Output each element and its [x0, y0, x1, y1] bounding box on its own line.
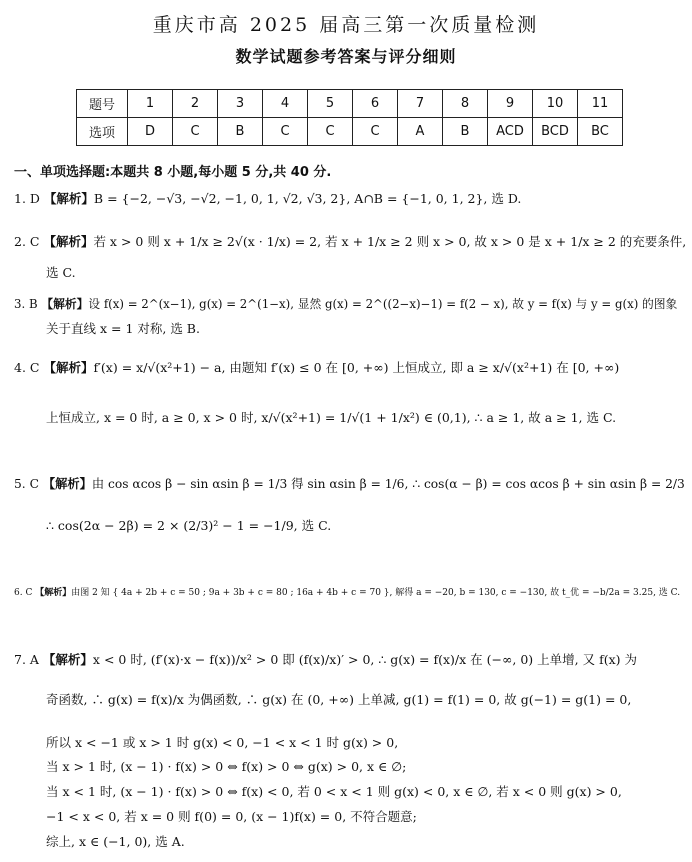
solution-5-cont: ∴ cos(2α − 2β) = 2 × (2/3)² − 1 = −1/9, 选 C. [46, 518, 332, 533]
table-cell: 7 [398, 90, 443, 118]
analysis-tag: 【解析】 [35, 588, 72, 598]
solution-5: 5. C 【解析】由 cos αcos β − sin αsin β = 1/3 得 sin αsin β = 1/6, ∴ cos(α − β) = cos αcos β + sin αsin β = 2/3 [14, 477, 685, 491]
analysis-tag: 【解析】 [43, 234, 94, 249]
analysis-tag: 【解析】 [43, 191, 94, 206]
table-cell: 9 [488, 90, 533, 118]
table-cell: BC [578, 118, 623, 146]
table-cell: ACD [488, 118, 533, 146]
table-cell: D [128, 118, 173, 146]
solution-6: 6. C 【解析】由图 2 知 { 4a + 2b + c = 50 ; 9a + 3b + c = 80 ; 16a + 4b + c = 70 }, 解得 a = −20, b = 130, c = −130, 故 t_优 = −b/2a = 3.25, 选 C. [14, 588, 681, 598]
table-cell: 3 [218, 90, 263, 118]
table-cell: C [173, 118, 218, 146]
table-cell: C [353, 118, 398, 146]
table-cell: 8 [443, 90, 488, 118]
solution-3: 3. B 【解析】设 f(x) = 2^(x−1), g(x) = 2^(1−x), 显然 g(x) = 2^((2−x)−1) = f(2 − x), 故 y = f(x) 与 y = g(x) 的图象 [14, 297, 678, 311]
solution-4: 4. C 【解析】f′(x) = x/√(x²+1) − a, 由题知 f′(x) ≤ 0 在 [0, +∞) 上恒成立, 即 a ≥ x/√(x²+1) 在 [0, +∞) [14, 360, 620, 375]
solution-7-cont6: 综上, x ∈ (−1, 0), 选 A. [46, 834, 185, 849]
table-cell: 1 [128, 90, 173, 118]
analysis-tag: 【解析】 [42, 477, 92, 491]
table-header-number: 题号 [77, 90, 128, 118]
solution-7-cont5: −1 < x < 0, 若 x = 0 则 f(0) = 0, (x − 1)f(x) = 0, 不符合题意; [46, 809, 417, 824]
section-heading: 一、单项选择题:本题共 8 小题,每小题 5 分,共 40 分. [14, 165, 332, 180]
table-row-answers [77, 118, 623, 146]
solution-4-cont: 上恒成立, x = 0 时, a ≥ 0, x > 0 时, x/√(x²+1) = 1/√(1 + 1/x²) ∈ (0,1), ∴ a ≥ 1, 故 a ≥ 1, 选 C. [46, 410, 617, 425]
page-title: 重庆市高 2025 届高三第一次质量检测 [152, 14, 540, 36]
solution-7-cont1: 奇函数, ∴ g(x) = f(x)/x 为偶函数, ∴ g(x) 在 (0, +∞) 上单减, g(1) = f(1) = 0, 故 g(−1) = g(1) = 0, [46, 692, 632, 707]
solution-7: 7. A 【解析】x < 0 时, (f′(x)·x − f(x))/x² > 0 即 (f(x)/x)′ > 0, ∴ g(x) = f(x)/x 在 (−∞, 0) 上单增, 又 f(x) 为 [14, 652, 637, 667]
solution-2: 2. C 【解析】若 x > 0 则 x + 1/x ≥ 2√(x · 1/x) = 2, 若 x + 1/x ≥ 2 则 x > 0, 故 x > 0 是 x + 1/x ≥ 2 的充要条件, [14, 234, 687, 249]
solution-1: 1. D 【解析】B = {−2, −√3, −√2, −1, 0, 1, √2, √3, 2}, A∩B = {−1, 0, 1, 2}, 选 D. [14, 191, 522, 206]
table-cell: A [398, 118, 443, 146]
page-subtitle: 数学试题参考答案与评分细则 [235, 47, 457, 66]
table-cell: BCD [533, 118, 578, 146]
table-cell: 2 [173, 90, 218, 118]
solution-2-cont: 选 C. [46, 265, 76, 280]
solution-7-cont4: 当 x < 1 时, (x − 1) · f(x) > 0 ⇔ f(x) < 0, 若 0 < x < 1 则 g(x) < 0, x ∈ ∅, 若 x < 0 则 g(x) > 0, [46, 784, 622, 799]
analysis-tag: 【解析】 [41, 297, 89, 311]
table-cell: B [443, 118, 488, 146]
table-cell: B [218, 118, 263, 146]
table-cell: 4 [263, 90, 308, 118]
table-cell: 6 [353, 90, 398, 118]
table-cell: C [263, 118, 308, 146]
table-cell: 11 [578, 90, 623, 118]
answer-table [76, 89, 623, 146]
analysis-tag: 【解析】 [43, 360, 94, 375]
table-cell: 10 [533, 90, 578, 118]
solution-3-cont: 关于直线 x = 1 对称, 选 B. [46, 321, 200, 336]
analysis-tag: 【解析】 [42, 652, 93, 667]
solution-7-cont3: 当 x > 1 时, (x − 1) · f(x) > 0 ⇔ f(x) > 0 ⇔ g(x) > 0, x ∈ ∅; [46, 759, 407, 774]
table-row-numbers [77, 90, 623, 118]
table-header-answer: 选项 [77, 118, 128, 146]
solution-7-cont2: 所以 x < −1 或 x > 1 时 g(x) < 0, −1 < x < 1 时 g(x) > 0, [46, 735, 399, 750]
table-cell: 5 [308, 90, 353, 118]
table-cell: C [308, 118, 353, 146]
